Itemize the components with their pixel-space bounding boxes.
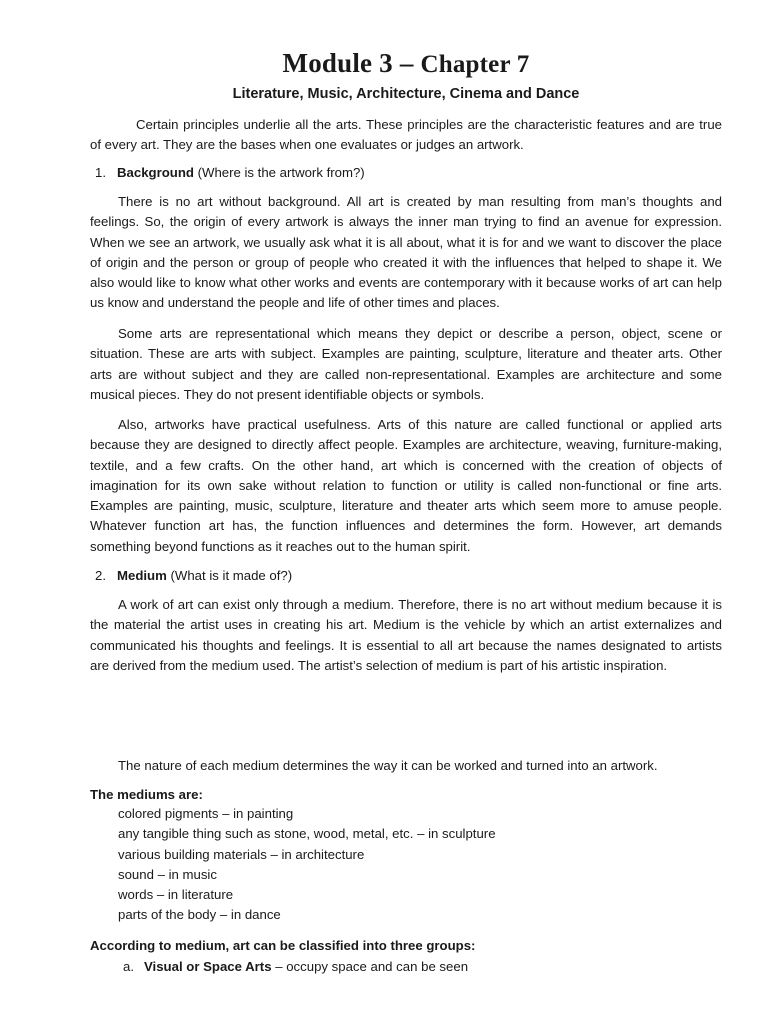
item-title: Visual or Space Arts: [144, 959, 272, 974]
section-heading-medium: [95, 566, 292, 586]
list-item: words – in literature: [118, 887, 234, 903]
section-number: 1.: [95, 165, 106, 180]
medium-paragraph-1: A work of art can exist only through a medium. Therefore, there is no art without medium because it is the material the artist uses in creating his art. Medium is the vehicle by which an artist externalizes and communicated his thoughts and feelings. It is essential to all art because the names designated to artists are derived from the medium used. The artist’s selection of medium is part of his artistic inspiration.: [90, 597, 722, 673]
list-item: any tangible thing such as stone, wood, metal, etc. – in sculpture: [118, 826, 496, 842]
list-item: parts of the body – in dance: [118, 907, 281, 923]
background-paragraph-3: Also, artworks have practical usefulness. Arts of this nature are called functional or applied arts because they are designed to directly affect people. Examples are architecture, weaving, furniture-making, textile, and a few crafts. On the other hand, art which is concerned with the creation of objects of imagination for its own sake without relation to function or utility is called non-functional or fine arts. Examples are painting, music, sculpture, literature and theater arts which seem more to amuse people. Whatever function art has, the function influences and determines the form. However, art demands something beyond functions as it reaches out to the human spirit.: [90, 417, 722, 554]
intro-paragraph: Certain principles underlie all the arts. These principles are the characteristic features and are true of every art. They are the bases when one evaluates or judges an artwork.: [90, 117, 722, 153]
section-title: Background: [117, 165, 194, 180]
background-paragraph-1: There is no art without background. All art is created by man resulting from man’s thoughts and feelings. So, the origin of every artwork is always the inner man trying to find an avenue for expression. When we see an artwork, we usually ask what it is all about, what it is for and we want to discover the place of origin and the person or group of people who created it with the influences that helped to shape it. We also would like to know what other works and events are contemporary with it because works of art can help us know and understand the people and life of other times and places.: [90, 194, 722, 311]
list-item: sound – in music: [118, 866, 217, 882]
classification-intro: According to medium, art can be classified into three groups:: [90, 938, 476, 953]
list-item: various building materials – in architecture: [118, 846, 365, 862]
section-number: 2.: [95, 568, 106, 583]
mediums-list: [118, 804, 496, 926]
page-title: [90, 46, 722, 82]
mediums-heading: The mediums are:: [90, 787, 203, 802]
section-heading-background: [95, 163, 365, 183]
medium-paragraph-2: The nature of each medium determines the way it can be worked and turned into an artwork.: [118, 758, 658, 773]
section-question: (What is it made of?): [166, 568, 293, 583]
item-desc: – occupy space and can be seen: [271, 959, 469, 974]
page-subtitle: Literature, Music, Architecture, Cinema and Dance: [232, 86, 580, 102]
section-title: Medium: [117, 568, 167, 583]
item-letter: a.: [123, 959, 134, 974]
section-question: (Where is the artwork from?): [193, 165, 365, 180]
title-module: Module 3 –: [282, 48, 421, 78]
list-item: colored pigments – in painting: [118, 806, 294, 821]
title-chapter: Chapter 7: [420, 51, 530, 78]
classification-item-visual: [123, 957, 468, 977]
background-paragraph-2: Some arts are representational which means they depict or describe a person, object, scene or situation. These are arts with subject. Examples are painting, sculpture, literature and theater arts. Other arts are without subject and they are called non-representational. Examples are architecture and some musical pieces. They do not present identifiable objects or symbols.: [90, 326, 722, 402]
